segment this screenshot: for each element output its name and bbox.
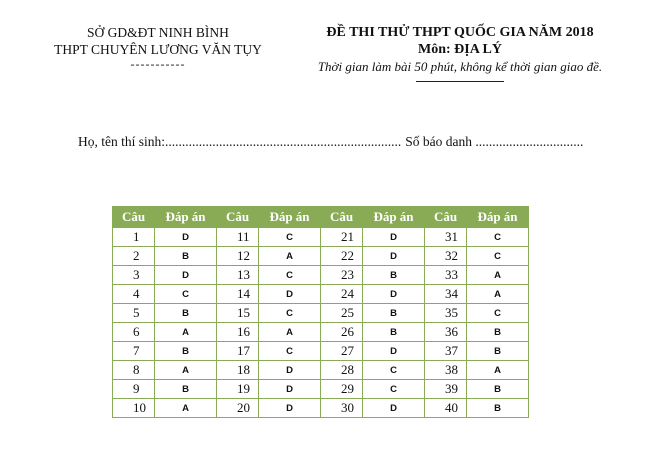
table-row	[113, 266, 529, 285]
table-row	[113, 228, 529, 247]
table-row	[113, 399, 529, 418]
table-row	[113, 342, 529, 361]
answer-letter: B	[467, 342, 529, 361]
answer-letter: C	[467, 304, 529, 323]
exam-header	[290, 24, 630, 82]
answer-letter: A	[155, 399, 217, 418]
question-number: 28	[321, 361, 363, 380]
answer-letter: A	[467, 285, 529, 304]
question-number: 1	[113, 228, 155, 247]
answer-letter: D	[259, 361, 321, 380]
answer-letter: C	[363, 380, 425, 399]
answer-letter: B	[155, 380, 217, 399]
column-header-question: Câu	[113, 206, 155, 228]
question-number: 11	[217, 228, 259, 247]
answer-letter: C	[259, 228, 321, 247]
answer-table-body	[113, 228, 529, 418]
student-id-label: Số báo danh ................................	[405, 134, 584, 149]
school-header	[38, 24, 278, 70]
answer-table	[112, 206, 529, 418]
answer-letter: B	[363, 266, 425, 285]
answer-letter: B	[467, 399, 529, 418]
question-number: 36	[425, 323, 467, 342]
question-number: 32	[425, 247, 467, 266]
answer-letter: B	[467, 380, 529, 399]
question-number: 3	[113, 266, 155, 285]
answer-table-header	[113, 206, 529, 228]
table-row	[113, 361, 529, 380]
answer-letter: C	[467, 228, 529, 247]
answer-letter: C	[259, 304, 321, 323]
question-number: 24	[321, 285, 363, 304]
answer-letter: C	[259, 342, 321, 361]
column-header-answer: Đáp án	[467, 206, 529, 228]
exam-subject: Môn: ĐỊA LÝ	[417, 42, 502, 57]
answer-letter: A	[259, 247, 321, 266]
answer-letter: A	[155, 361, 217, 380]
answer-letter: D	[363, 247, 425, 266]
table-row	[113, 247, 529, 266]
question-number: 21	[321, 228, 363, 247]
question-number: 2	[113, 247, 155, 266]
answer-letter: D	[155, 228, 217, 247]
answer-letter: D	[259, 285, 321, 304]
question-number: 18	[217, 361, 259, 380]
answer-letter: D	[259, 399, 321, 418]
column-header-question: Câu	[217, 206, 259, 228]
header-divider	[416, 81, 504, 82]
answer-letter: D	[363, 228, 425, 247]
question-number: 25	[321, 304, 363, 323]
column-header-answer: Đáp án	[155, 206, 217, 228]
question-number: 9	[113, 380, 155, 399]
answer-letter: B	[155, 304, 217, 323]
answer-letter: B	[363, 323, 425, 342]
question-number: 27	[321, 342, 363, 361]
question-number: 26	[321, 323, 363, 342]
column-header-answer: Đáp án	[259, 206, 321, 228]
department-name: SỞ GD&ĐT NINH BÌNH	[87, 25, 229, 40]
answer-letter: C	[363, 361, 425, 380]
answer-letter: B	[363, 304, 425, 323]
question-number: 6	[113, 323, 155, 342]
question-number: 23	[321, 266, 363, 285]
question-number: 30	[321, 399, 363, 418]
question-number: 14	[217, 285, 259, 304]
exam-title: ĐỀ THI THỬ THPT QUỐC GIA NĂM 2018	[326, 25, 594, 40]
question-number: 12	[217, 247, 259, 266]
answer-letter: C	[467, 247, 529, 266]
answer-letter: D	[363, 399, 425, 418]
question-number: 34	[425, 285, 467, 304]
question-number: 40	[425, 399, 467, 418]
question-number: 5	[113, 304, 155, 323]
question-number: 20	[217, 399, 259, 418]
column-header-answer: Đáp án	[363, 206, 425, 228]
student-info-line	[78, 134, 583, 150]
question-number: 15	[217, 304, 259, 323]
table-row	[113, 285, 529, 304]
exam-duration: Thời gian làm bài 50 phút, không kể thời gian giao đề.	[317, 59, 603, 74]
question-number: 33	[425, 266, 467, 285]
answer-letter: A	[155, 323, 217, 342]
question-number: 37	[425, 342, 467, 361]
column-header-question: Câu	[321, 206, 363, 228]
question-number: 17	[217, 342, 259, 361]
column-header-question: Câu	[425, 206, 467, 228]
table-row	[113, 323, 529, 342]
answer-letter: B	[467, 323, 529, 342]
question-number: 19	[217, 380, 259, 399]
answer-letter: B	[155, 247, 217, 266]
answer-letter: A	[259, 323, 321, 342]
question-number: 10	[113, 399, 155, 418]
question-number: 16	[217, 323, 259, 342]
question-number: 4	[113, 285, 155, 304]
answer-letter: A	[467, 266, 529, 285]
answer-letter: D	[363, 285, 425, 304]
question-number: 38	[425, 361, 467, 380]
question-number: 29	[321, 380, 363, 399]
table-row	[113, 380, 529, 399]
question-number: 13	[217, 266, 259, 285]
header-dashes: -----------	[130, 57, 186, 71]
answer-letter: C	[155, 285, 217, 304]
answer-letter: D	[363, 342, 425, 361]
answer-letter: B	[155, 342, 217, 361]
answer-letter: D	[155, 266, 217, 285]
answer-letter: D	[259, 380, 321, 399]
student-name-label: Họ, tên thí sinh:......................................................................	[78, 134, 402, 149]
answer-letter: A	[467, 361, 529, 380]
question-number: 39	[425, 380, 467, 399]
question-number: 8	[113, 361, 155, 380]
question-number: 22	[321, 247, 363, 266]
question-number: 35	[425, 304, 467, 323]
question-number: 7	[113, 342, 155, 361]
table-row	[113, 304, 529, 323]
school-name: THPT CHUYÊN LƯƠNG VĂN TỤY	[54, 42, 262, 57]
question-number: 31	[425, 228, 467, 247]
answer-letter: C	[259, 266, 321, 285]
